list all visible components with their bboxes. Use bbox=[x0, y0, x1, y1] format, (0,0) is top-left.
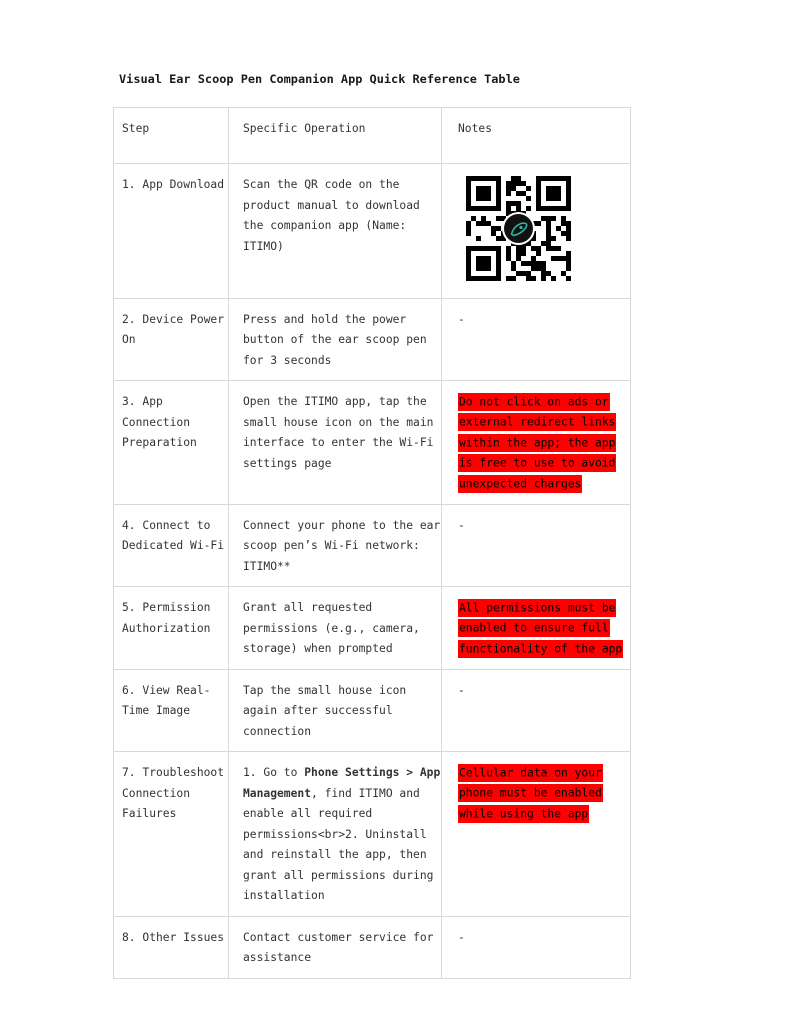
warning-highlight-text: All permissions must be enabled to ensure full functionality of the app bbox=[458, 599, 623, 658]
operation-cell bbox=[229, 916, 442, 978]
operation-cell bbox=[229, 587, 442, 670]
operation-cell bbox=[229, 669, 442, 752]
header-notes: Notes bbox=[442, 108, 631, 164]
header-step: Step bbox=[114, 108, 229, 164]
step-cell: 7. Troubleshoot Connection Failures bbox=[114, 752, 229, 917]
step-cell: 8. Other Issues bbox=[114, 916, 229, 978]
document-title: Visual Ear Scoop Pen Companion App Quick Reference Table bbox=[119, 72, 520, 86]
notes-cell bbox=[442, 752, 631, 917]
operation-text: Grant all requested permissions (e.g., camera, storage) when prompted bbox=[243, 601, 420, 655]
operation-text: Contact customer service for assistance bbox=[243, 930, 434, 964]
operation-text: 1. Go to bbox=[243, 766, 305, 779]
operation-bold-text: Phone Settings > App Management bbox=[243, 766, 441, 800]
notes-placeholder-dash: - bbox=[458, 518, 465, 532]
qr-code bbox=[466, 176, 571, 281]
notes-cell bbox=[442, 669, 631, 752]
reference-table bbox=[113, 107, 631, 979]
header-row bbox=[114, 108, 631, 164]
notes-cell bbox=[442, 164, 631, 299]
notes-placeholder-dash: - bbox=[458, 930, 465, 944]
operation-text: Press and hold the power button of the ear scoop pen for 3 seconds bbox=[243, 312, 427, 367]
notes-cell bbox=[442, 587, 631, 670]
operation-cell bbox=[229, 298, 442, 381]
step-cell: 5. Permission Authorization bbox=[114, 587, 229, 670]
table-row bbox=[114, 752, 631, 917]
operation-text: Tap the small house icon again after successful connection bbox=[243, 683, 407, 738]
notes-cell bbox=[442, 916, 631, 978]
table-row bbox=[114, 916, 631, 978]
step-cell: 3. App Connection Preparation bbox=[114, 381, 229, 505]
step-cell: 6. View Real-Time Image bbox=[114, 669, 229, 752]
table-row bbox=[114, 164, 631, 299]
operation-text: Connect your phone to the ear scoop pen’s Wi-Fi network: ITIMO** bbox=[243, 518, 441, 573]
operation-cell bbox=[229, 752, 442, 917]
notes-cell bbox=[442, 504, 631, 587]
warning-highlight-text: Cellular data on your phone must be enabled while using the app bbox=[458, 764, 603, 823]
step-cell: 1. App Download bbox=[114, 164, 229, 299]
step-cell: 2. Device Power On bbox=[114, 298, 229, 381]
step-cell: 4. Connect to Dedicated Wi-Fi bbox=[114, 504, 229, 587]
notes-placeholder-dash: - bbox=[458, 312, 465, 326]
table-row bbox=[114, 587, 631, 670]
operation-cell bbox=[229, 504, 442, 587]
notes-cell bbox=[442, 381, 631, 505]
table-body bbox=[114, 164, 631, 979]
operation-cell bbox=[229, 164, 442, 299]
operation-text: Open the ITIMO app, tap the small house icon on the main interface to enter the Wi-Fi settings page bbox=[243, 395, 434, 470]
table-row bbox=[114, 669, 631, 752]
notes-placeholder-dash: - bbox=[458, 683, 465, 697]
table-row bbox=[114, 298, 631, 381]
operation-text: , find ITIMO and enable all required permissions<br>2. Uninstall and reinstall the app, then grant all permissions during installation bbox=[243, 786, 434, 902]
operation-text: Scan the QR code on the product manual to download the companion app (Name: ITIMO) bbox=[243, 178, 420, 253]
notes-cell bbox=[442, 298, 631, 381]
table-row bbox=[114, 381, 631, 505]
header-specific-operation: Specific Operation bbox=[229, 108, 442, 164]
table-row bbox=[114, 504, 631, 587]
operation-cell bbox=[229, 381, 442, 505]
warning-highlight-text: Do not click on ads or external redirect links within the app; the app is free to use to avoid unexpected charges bbox=[458, 393, 616, 493]
